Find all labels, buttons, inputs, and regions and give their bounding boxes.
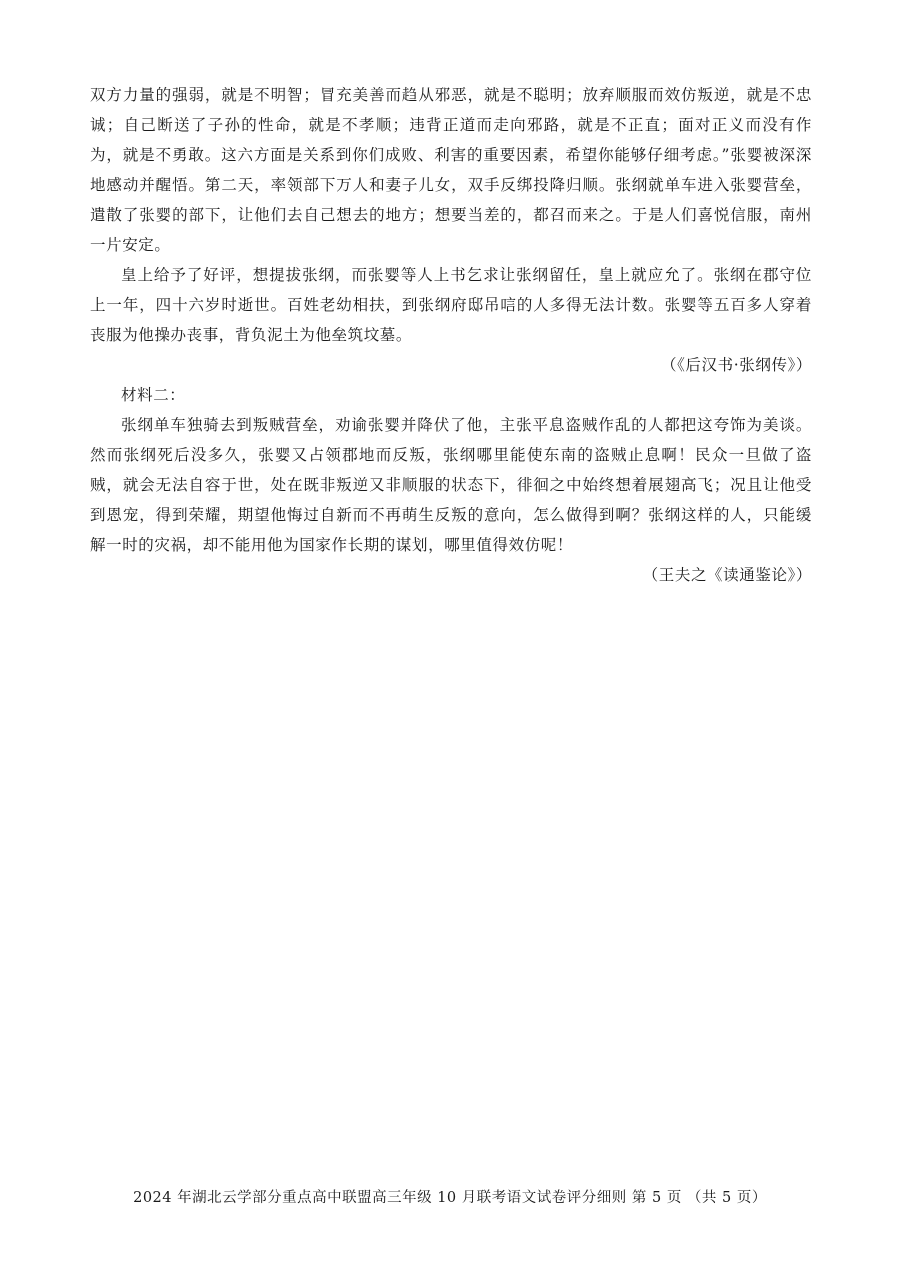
material-two-label: 材料二： <box>121 386 186 404</box>
material-one-paragraph-1: 双方力量的强弱，就是不明智；冒充美善而趋从邪恶，就是不聪明；放弃顺服而效仿叛逆，就是不忠诚；自己断送了子孙的性命，就是不孝顺；违背正道而走向邪路，就是不正直；面对正义而没有作为，就是不勇敢。这六方面是关系到你们成败、利害的重要因素，希望你能够仔细考虑。”张婴被深深地感动并醒悟。第二天，率领部下万人和妻子儿女，双手反绑投降归顺。张纲就单车进入张婴营垒，遣散了张婴的部下，让他们去自己想去的地方；想要当差的，都召而来之。于是人们喜悦信服，南州一片安定。 <box>90 86 812 254</box>
material-one-paragraph-2: 皇上给予了好评，想提拔张纲，而张婴等人上书乞求让张纲留任，皇上就应允了。张纲在郡守位上一年，四十六岁时逝世。百姓老幼相扶，到张纲府邸吊唁的人多得无法计数。张婴等五百多人穿着丧服为他操办丧事，背负泥土为他垒筑坟墓。 <box>90 266 812 344</box>
material-two-paragraph: 张纲单车独骑去到叛贼营垒，劝谕张婴并降伏了他，主张平息盗贼作乱的人都把这夸饰为美谈。然而张纲死后没多久，张婴又占领郡地而反叛，张纲哪里能使东南的盗贼止息啊！民众一旦做了盗贼，就会无法自容于世，处在既非叛逆又非顺服的状态下，徘徊之中始终想着展翅高飞；况且让他受到恩宠，得到荣耀，期望他悔过自新而不再萌生反叛的意向，怎么做得到啊？张纲这样的人，只能缓解一时的灾祸，却不能用他为国家作长期的谋划，哪里值得效仿呢！ <box>90 416 812 554</box>
page-footer: 2024 年湖北云学部分重点高中联盟高三年级 10 月联考语文试卷评分细则 第 5 页 （共 5 页） <box>133 1190 767 1206</box>
material-two-source: （王夫之《读通鉴论》） <box>642 566 812 584</box>
document-body <box>90 80 812 590</box>
material-one-source: （《后汉书·张纲传》） <box>660 356 812 374</box>
